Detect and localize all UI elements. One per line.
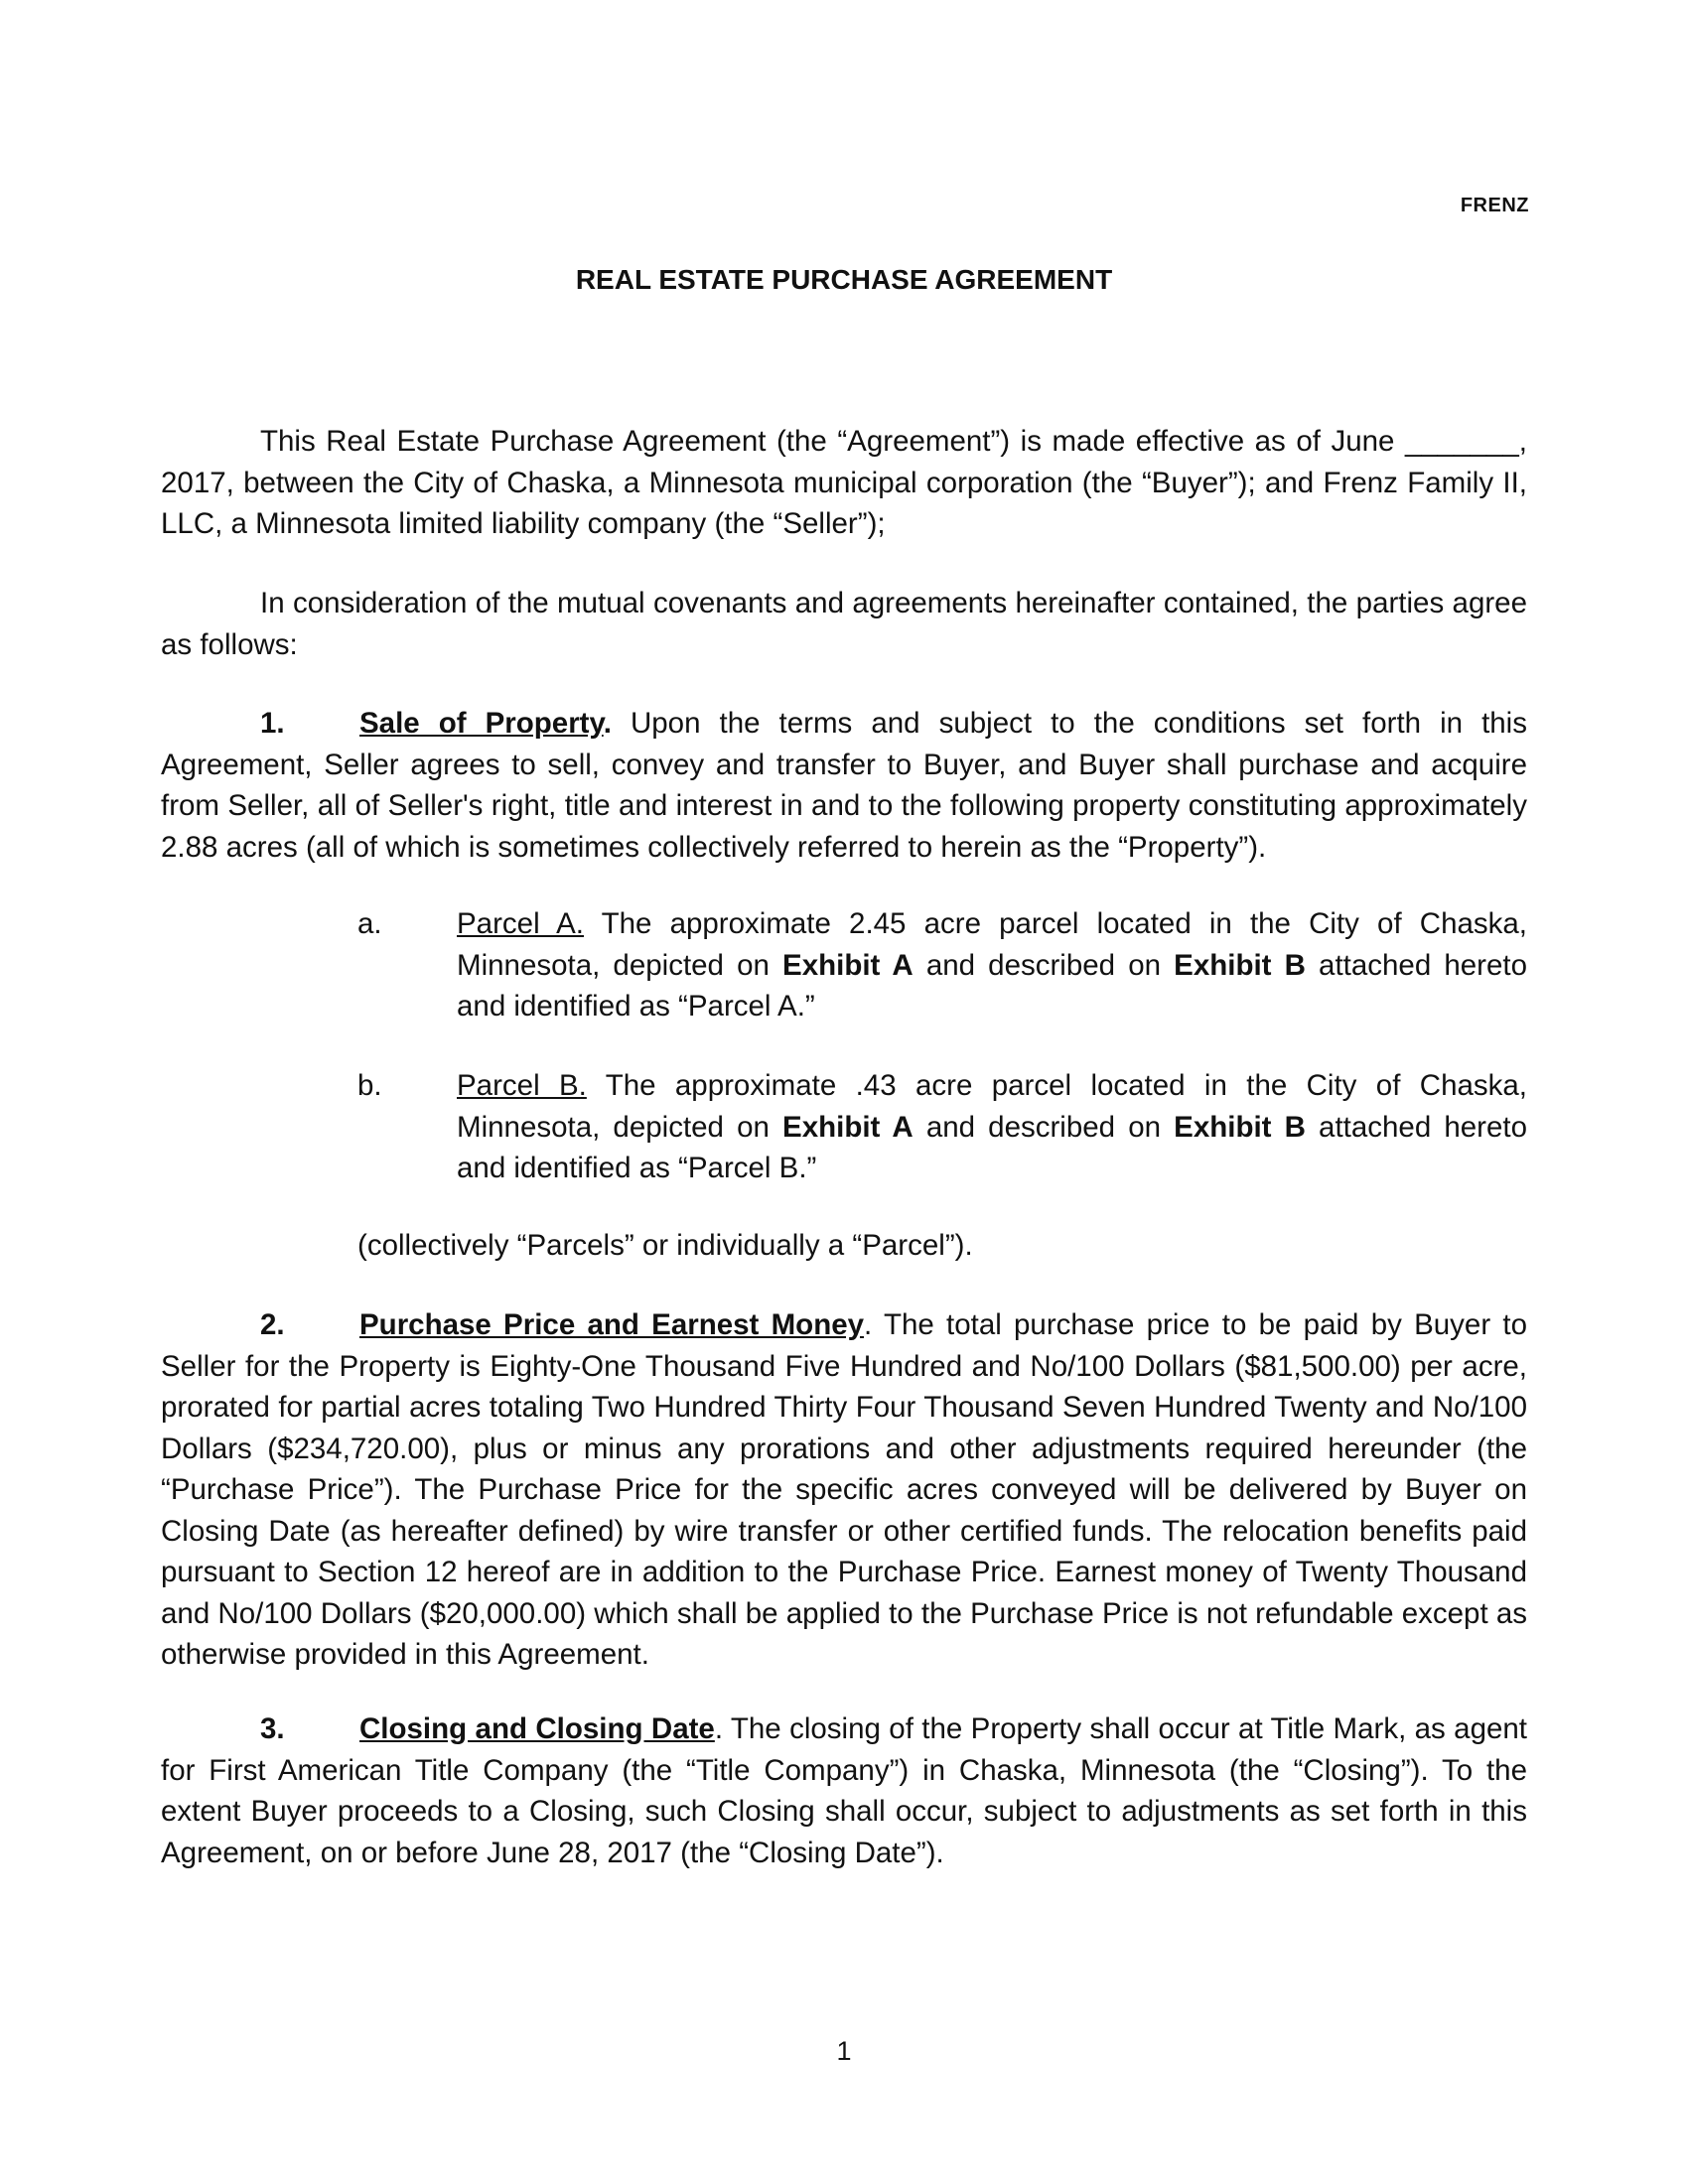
section-1-paragraph bbox=[161, 703, 1527, 868]
consideration-paragraph bbox=[161, 583, 1527, 665]
parcel-b-heading: Parcel B. bbox=[457, 1069, 587, 1102]
parcel-b-text-3: attached hereto and identified as “Parcel B.” bbox=[457, 1110, 1527, 1184]
parcel-b-exhibit-b: Exhibit B bbox=[1174, 1110, 1306, 1144]
consideration-text: In consideration of the mutual covenants and agreements hereinafter contained, the parties agree as follows: bbox=[161, 587, 1527, 661]
section-1-number: 1. bbox=[260, 707, 285, 740]
section-1 bbox=[161, 703, 1527, 868]
parcel-a-text-1: The approximate 2.45 acre parcel located in the City of Chaska, Minnesota, depicted on bbox=[457, 907, 1527, 982]
parcel-a-text-2: and described on bbox=[913, 948, 1175, 982]
parcel-a-exhibit-b: Exhibit B bbox=[1174, 948, 1306, 982]
parcel-b-item bbox=[357, 1065, 1527, 1189]
section-1-heading-punct: . bbox=[603, 707, 612, 740]
parcel-b-text bbox=[457, 1065, 1527, 1189]
parcel-a-item bbox=[357, 903, 1527, 1027]
intro-paragraph bbox=[161, 421, 1527, 545]
parcel-b-exhibit-a: Exhibit A bbox=[782, 1110, 914, 1144]
parcel-a-exhibit-a: Exhibit A bbox=[782, 948, 914, 982]
section-3-text: . The closing of the Property shall occur at Title Mark, as agent for First American Title Company (the “Title Company”) in Chaska, Minnesota (the “Closing”). To the extent Buyer proceeds to a Closing, such Closing shall occur, subject to adjustments as set forth in this Agreement, on or before June 28, 2017 (the “Closing Date”). bbox=[161, 1712, 1527, 1869]
page-number: 1 bbox=[836, 2036, 852, 2066]
document-title: REAL ESTATE PURCHASE AGREEMENT bbox=[575, 264, 1113, 295]
section-1-heading: Sale of Property bbox=[359, 707, 604, 740]
section-3 bbox=[161, 1708, 1527, 1873]
section-3-number: 3. bbox=[260, 1712, 285, 1745]
parcel-b-letter: b. bbox=[357, 1069, 382, 1102]
section-2-heading: Purchase Price and Earnest Money bbox=[359, 1308, 865, 1341]
parcel-b-text-1: The approximate .43 acre parcel located in the City of Chaska, Minnesota, depicted on bbox=[457, 1069, 1527, 1144]
section-3-heading: Closing and Closing Date bbox=[359, 1712, 715, 1745]
parcel-a-letter: a. bbox=[357, 907, 382, 940]
parcel-a-text-3: attached hereto and identified as “Parcel A.” bbox=[457, 948, 1527, 1023]
intro-text: This Real Estate Purchase Agreement (the “Agreement”) is made effective as of June _______, 2017, between the City of Chaska, a Minnesota municipal corporation (the “Buyer”); and Frenz Family II, LLC, a Minnesota limited liability company (the “Seller”); bbox=[161, 425, 1527, 540]
parcel-b-text-2: and described on bbox=[913, 1110, 1175, 1144]
section-3-paragraph bbox=[161, 1708, 1527, 1873]
section-1-text: Upon the terms and subject to the conditions set forth in this Agreement, Seller agrees to sell, convey and transfer to Buyer, and Buyer shall purchase and acquire from Seller, all of Seller's right, title and interest in and to the following property constituting approximately 2.88 acres (all of which is sometimes collectively referred to herein as the “Property”). bbox=[161, 707, 1527, 864]
parcel-a-text bbox=[457, 903, 1527, 1027]
section-2-text: . The total purchase price to be paid by Buyer to Seller for the Property is Eighty-One Thousand Five Hundred and No/100 Dollars ($81,500.00) per acre, prorated for partial acres totaling Two Hundred Thirty Four Thousand Seven Hundred Twenty and No/100 Dollars ($234,720.00), plus or minus any prorations and other adjustments required hereunder (the “Purchase Price”). The Purchase Price for the specific acres conveyed will be delivered by Buyer on Closing Date (as hereafter defined) by wire transfer or other certified funds. The relocation benefits paid pursuant to Section 12 hereof are in addition to the Purchase Price. Earnest money of Twenty Thousand and No/100 Dollars ($20,000.00) which shall be applied to the Purchase Price is not refundable except as otherwise provided in this Agreement. bbox=[161, 1308, 1527, 1671]
header-tag: FRENZ bbox=[1460, 195, 1529, 216]
section-2-number: 2. bbox=[260, 1308, 285, 1341]
parcels-collective-note: (collectively “Parcels” or individually a “Parcel”). bbox=[357, 1229, 973, 1262]
section-2-paragraph bbox=[161, 1304, 1527, 1676]
parcel-a-heading: Parcel A. bbox=[457, 907, 584, 940]
section-2 bbox=[161, 1304, 1527, 1676]
